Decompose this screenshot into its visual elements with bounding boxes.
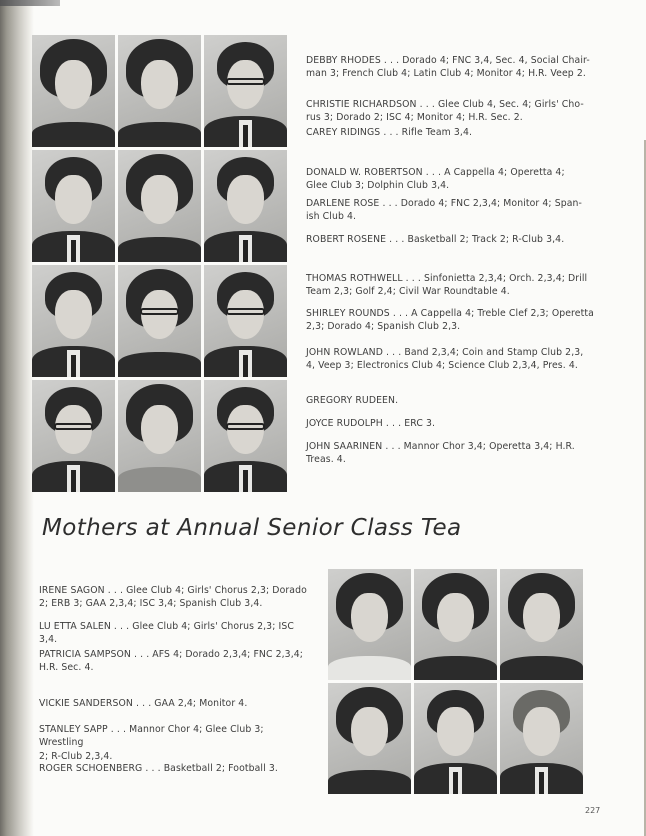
bio-line: Glee Club 3; Dolphin Club 3,4. <box>306 180 450 192</box>
portrait-photo <box>328 683 411 794</box>
bio-line: SHIRLEY ROUNDS . . . A Cappella 4; Treble Clef 2,3; Operetta <box>306 308 594 319</box>
student-bio <box>306 126 606 139</box>
bio-line: IRENE SAGON . . . Glee Club 4; Girls' Chorus 2,3; Dorado <box>39 585 307 596</box>
page-number: 227 <box>585 806 601 815</box>
bio-line: CAREY RIDINGS . . . Rifle Team 3,4. <box>306 127 473 138</box>
bio-line: DONALD W. ROBERTSON . . . A Cappella 4; Operetta 4; <box>306 167 565 178</box>
bio-line: ROBERT ROSENE . . . Basketball 2; Track 2; R-Club 3,4. <box>306 234 565 245</box>
portrait-photo <box>32 35 115 147</box>
bio-line: THOMAS ROTHWELL . . . Sinfonietta 2,3,4; Orch. 2,3,4; Drill <box>306 273 588 284</box>
student-bio <box>306 394 606 407</box>
student-bio <box>306 233 606 246</box>
student-bio <box>39 762 311 775</box>
bio-line: JOYCE RUDOLPH . . . ERC 3. <box>306 418 436 429</box>
portrait-photo <box>118 380 201 492</box>
portrait-photo <box>118 35 201 147</box>
bio-line: DARLENE ROSE . . . Dorado 4; FNC 2,3,4; Monitor 4; Span- <box>306 198 582 209</box>
portrait-photo <box>118 265 201 377</box>
book-binding-shadow <box>0 0 34 836</box>
bio-line: 4, Veep 3; Electronics Club 4; Science Club 2,3,4, Pres. 4. <box>306 360 578 372</box>
portrait-photo <box>32 150 115 262</box>
portrait-photo <box>414 569 497 680</box>
portrait-photo <box>204 380 287 492</box>
student-bio <box>306 166 606 193</box>
bio-line: JOHN ROWLAND . . . Band 2,3,4; Coin and Stamp Club 2,3, <box>306 347 584 358</box>
student-bio <box>306 272 606 299</box>
portrait-photo <box>328 569 411 680</box>
bio-line: GREGORY RUDEEN. <box>306 395 399 406</box>
bio-line: ish Club 4. <box>306 211 357 223</box>
bio-line: man 3; French Club 4; Latin Club 4; Monitor 4; H.R. Veep 2. <box>306 68 586 80</box>
bio-line: Treas. 4. <box>306 454 346 466</box>
student-bio <box>306 197 606 224</box>
student-bio <box>39 648 311 675</box>
bio-line: LU ETTA SALEN . . . Glee Club 4; Girls' Chorus 2,3; ISC 3,4. <box>39 621 294 646</box>
portrait-photo <box>414 683 497 794</box>
student-bio <box>39 723 311 763</box>
bio-line: STANLEY SAPP . . . Mannor Chor 4; Glee Club 3; Wrestling <box>39 724 264 749</box>
bio-line: DEBBY RHODES . . . Dorado 4; FNC 3,4, Sec. 4, Social Chair- <box>306 55 590 66</box>
bio-line: CHRISTIE RICHARDSON . . . Glee Club 4, Sec. 4; Girls' Cho- <box>306 99 584 110</box>
student-bio <box>39 620 311 647</box>
bottom-portrait-grid <box>328 569 583 794</box>
portrait-photo <box>32 265 115 377</box>
bio-line: Team 2,3; Golf 2,4; Civil War Roundtable 4. <box>306 286 510 298</box>
bio-line: 2; ERB 3; GAA 2,3,4; ISC 3,4; Spanish Club 3,4. <box>39 598 263 610</box>
page-corner-shadow <box>0 0 60 6</box>
student-bio <box>39 584 311 611</box>
student-bio <box>306 54 606 81</box>
student-bio <box>306 307 606 334</box>
student-bio <box>306 98 606 125</box>
top-portrait-grid <box>32 35 287 492</box>
bio-line: 2; R-Club 2,3,4. <box>39 750 113 762</box>
portrait-photo <box>204 150 287 262</box>
bio-line: 2,3; Dorado 4; Spanish Club 2,3. <box>306 321 461 333</box>
student-bio <box>306 417 606 430</box>
bio-line: ROGER SCHOENBERG . . . Basketball 2; Football 3. <box>39 763 278 774</box>
portrait-photo <box>204 35 287 147</box>
student-bio <box>306 346 606 373</box>
bio-line: VICKIE SANDERSON . . . GAA 2,4; Monitor 4. <box>39 698 248 709</box>
portrait-photo <box>32 380 115 492</box>
portrait-photo <box>500 569 583 680</box>
bio-line: PATRICIA SAMPSON . . . AFS 4; Dorado 2,3,4; FNC 2,3,4; <box>39 649 303 660</box>
section-headline: Mothers at Annual Senior Class Tea <box>42 515 462 541</box>
bio-line: rus 3; Dorado 2; ISC 4; Monitor 4; H.R. Sec. 2. <box>306 112 523 124</box>
student-bio <box>39 697 311 710</box>
student-bio <box>306 440 606 467</box>
bio-line: H.R. Sec. 4. <box>39 662 94 674</box>
portrait-photo <box>204 265 287 377</box>
portrait-photo <box>118 150 201 262</box>
portrait-photo <box>500 683 583 794</box>
bio-line: JOHN SAARINEN . . . Mannor Chor 3,4; Operetta 3,4; H.R. <box>306 441 575 452</box>
